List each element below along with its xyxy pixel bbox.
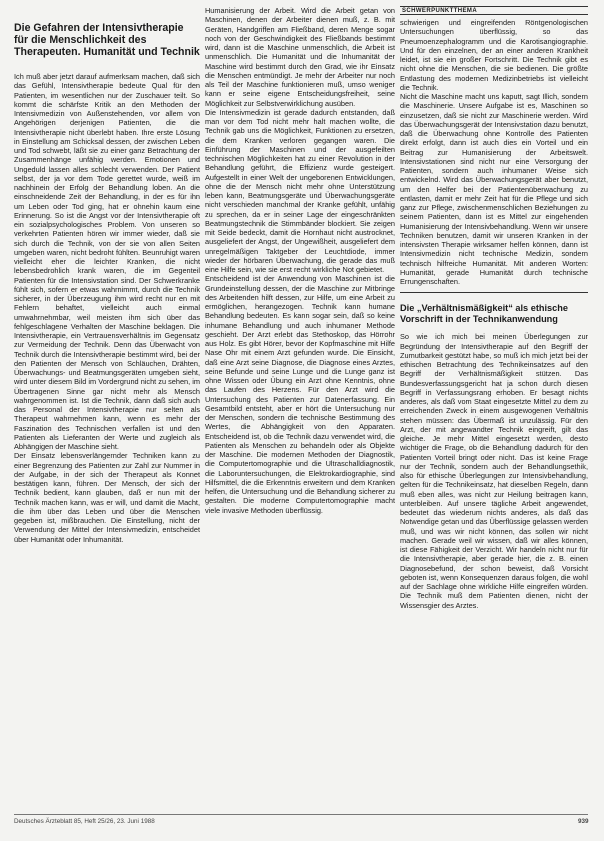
paragraph: Humanisierung der Arbeit. Wird die Arbeit getan von Maschinen, denen der Arbeiter dienen muß, z. B. mit Geräten, Handgriffen am Fließband, deren Menge sogar noch von der Geschwindigkeit des Fließbands bestimmt wird, dann ist die Maschine unmenschlich, die Arbeit ist unmenschlich. Die Humanität und die Inhumanität der Maschine wird bestimmt durch den Grad, wie ihr Einsatz die Menschen entmündigt. Je mehr der Arbeiter nur noch als Teil der Maschine funktionieren muß, umso weniger kann er seine eigene Entscheidungsfreiheit, seine Möglichkeit zur Selbstverwirklichung ausüben. xyxy=(205,6,395,108)
column-1 xyxy=(14,14,200,544)
section-divider xyxy=(400,292,588,293)
column-3 xyxy=(400,18,588,610)
footer-rule xyxy=(14,814,588,815)
paragraph: Ich muß aber jetzt darauf aufmerksam machen, daß sich das Gefühl, Intensivtherapie bedeute Qual für den Patienten, im wesentlichen nur der Zuschauer teilt. So kommt die schärfste Kritik an den Methoden der Intensivmedizin von Außenstehenden, vor allem von Angehörigen derjenigen Patienten, die die Intensivtherapie nicht überlebt haben. Ihre erste Lösung in Einstellung am Schicksal dessen, der zwischen Leben und Tod schwebt, läßt sie zu einer ganz Betrachtung der Zusammenhänge unfähig werden. Emotionen und Ungeduld lassen alles schlecht verwenden. Der Patient selbst, der ja vor dem Tode gerettet wurde, weiß im nachhinein der Erfolg der Behandlung loben. An die einschneidende Zeit der Behandlung, in der es für ihn um Leben oder Tod ging, hat er ohnehin kaum eine Erinnerung. So ist die Angst vor der Intensivtherapie oft ein sozialpsychologisches Problem. Von unseren so verkehrten Patienten hören wir immer wieder, daß sie sich durch die Technik, von der sie von allen Seiten umgeben waren, nicht bedroht fühlten. Beunruhigt waren vielleicht eher die leichter Kranken, die nicht lebensbedrohlich krank waren, die im Gegenteil Patienten für die Intensivstation sind. Der Schwerkranke fühlt sich, sofern er etwas wahrnimmt, durch die Technik sicherer, in der Überzeugung ihm wird recht nur en mit Fehlern behaftet, vielleicht auch einmal umwahrnehmbar, weil meisten ihm sich über das fehlgeschlagene Verhalten der Maschine beklagen. Die Intensivtherapie, ein Vertrauensverhältnis im Gegensatz zur Vermeidung der Technik. Denn das Überwacht von Technik durch die Intensivtherapie bestimmt wird, bei der den Patienten der Mensch von Schläuchen, Drähten, Überwachungs- und Beatmungsgeräten umgeben sieht, wird unter diesem Bild im Vordergrund nicht zu sehen, im Übertragenen Sinne gar nicht mehr als Mensch wahrgenommen ist. Ist die Technik, dann daß sich auch das Personal der Intensivtherapie nur selten als Therapeut wahrnehmen kann, wenn es mehr der Faszination des Technischen verfallen ist und den Patienten als Lieferanten der Werte und zugleich als Abhängigen der Maschine sieht. xyxy=(14,72,200,451)
paragraph: Die Intensivmedizin ist gerade dadurch entstanden, daß man vor dem Tod nicht mehr halt machen wollte, die Technik gab uns die Möglichkeit, Funktionen zu ersetzen, die dem Kranken verloren gegangen waren. Die Einführung der Maschinen und der ausgefeilten technischen Möglichkeiten hat zu einer Revolution in der Behandlung geführt, die Effizienz wurde gesteigert. Aufgestellt in einer Welt der ungeborenen Entwicklungen, ohne die der Mensch nicht mehr ohne Unterstützung leben kann, Beatmungsgeräte und Überwachungsgeräte nicht verschieden manchmal der Kranke gefühlt, unfähig zu sprechen, da er in seiner Lage der eingeschränkten Beatmungstechnik die Stimmbänder blockiert. Sie zeigen mit Seide bedeckt, damit die Hornhaut nicht austrocknet, ausgeliefert der Angst, der Ungewißheit, ausgeliefert dem unregelmäßigen Taktgeber der Leuchtdiode, immer wieder der hörbaren Überwachung, die gerade das muß eine Hilfe sein, wie sie erst recht wirkliche Not gebietet. xyxy=(205,107,395,274)
paragraph: Nicht die Maschine macht uns kaputt, sagt Illich, sondern die Maschinerie. Unsere Aufgabe ist es, Maschinen so einzusetzen, daß sie nicht zur Maschinerie werden. Wird das Überwachungsgerät der Intensivstation dazu benutzt, daß die Überwachung ohne Kontrolle des Patienten direkt erfolgt, dann ist auch dies ein Vorteil und ein Beitrag zur Humanisierung der Arbeitswelt. Intensivstationen sind nicht nur eine Versorgung der Patienten, sondern auch inhumaner Weise sich entwickelnd. Wird das Überwachungsgerät aber benutzt, um den Helfer bei der Patientenüberwachung zu entlasten, damit er mehr Zeit hat für die Pflege und sich ganz zur Pflege, zwischenmenschlichen Beziehungen zu seinem Patienten, dann ist es Mittel zur eingehenden Humanisierung der Intensivbehandlung. Wenn wir unsere Techniken benutzen, damit wir unseren Kranken in der intensivsten Therapie wirksamer helfen können, dann ist Intensivmedizin nicht technische Medizin, sondern technisch hilfreiche Humanität. Mit anderen Worten: Humanität, gerade Humanität durch technische Errungenschaften. xyxy=(400,92,588,286)
article-title: Die Gefahren der Intensivtherapie für die Menschlichkeit des Therapeuten. Humanität und Technik xyxy=(14,22,200,58)
section-heading: Die „Verhältnismäßigkeit“ als ethische Vorschrift in der Technikanwendung xyxy=(400,303,568,324)
paragraph: Der Einsatz lebensverlängernder Techniken kann zu einer Begrenzung des Patienten zur Zahl zur Nummer in der Aufgabe, in der sich der Therapeut als Konnet bestätigen kann, führen. Der Mensch, der sich der Technik bedient, kann glauben, daß er nun mit der Technik machen kann, was er will, und damit die Macht, die ihm über das Leben und über die Menschen gegeben ist, mißbrauchen. Die Einstellung, nicht der Verwendung der Mittel der Intensivmedizin, entscheidet über Humanität oder Inhumanität. xyxy=(14,451,200,544)
paragraph: So wie ich mich bei meinen Überlegungen zur Begründung der Intensivtherapie auf den Begriff der Zumutbarkeit gestützt habe, so muß ich mich jetzt bei der ethischen Betrachtung des Technikeinsatzes auf den Begriff der Verhältnismäßigkeit stützen. Das Bundesverfassungsgericht hat ja schon durch diesen Begriff in Verfassungsrang erhoben. Er besagt nichts anderes, als daß vom Staat eingesetzte Mittel zu dem zu erreichenden Zweck in einem ausgewogenen Verhältnis stehen müssen: das Übermaß ist unzulässig. Für den Arzt, der mit angewandter Technik eingreift, gilt das gleiche. Je mehr Mittel eingesetzt werden, desto wichtiger die Frage, ob die Behandlung dadurch für den Patienten Vorteil bringt oder nicht. Das ist keine Frage nur der Technik, sondern auch der Behandlungsethik, also für ethische Überlegungen zur Intensivbehandlung, gelten für die Technikeinsatz, hat dieselben Regeln, dann muß eben alles, was nicht zur Heilung beitragen kann, unterbleiben. Auf unsere tägliche Arbeit angewendet, bedeutet das wiederum nichts anderes, als daß das Notwendige getan und das Überflüssige gelassen werden muß, und was wir nicht können, das sollen wir nicht machen. Gerade weil wir wissen, daß wir alles können, ist diese Fähigkeit der Verzicht. Wir handeln nicht nur für die Intensivtherapie, aber gerade hier, die z. B. einen Diagnosebefund, der schon beweist, daß Vorsicht geboten ist, wenn Konsequenzen daraus folgen, die wohl auf der Sachlage ohne wirkliche Hilfe eingreifen würden. Die Technik muß dem Patienten dienen, nicht der Wissensgier des Arztes. xyxy=(400,332,588,610)
page-number: 939 xyxy=(578,818,589,825)
footer-citation: Deutsches Ärzteblatt 85, Heft 25/26, 23. Juni 1988 xyxy=(14,818,155,825)
column-2 xyxy=(205,6,395,515)
paragraph: Entscheidend ist der Anwendung von Maschinen ist die Grundeinstellung dessen, der die Maschine zur Mitbringe des Arbeitenden hilft dessen, zur Hilfe, um eine Arbeit zu ermöglichen, herangezogen. Technik kann humane Behandlung bedeuten. Es kann sogar sein, daß so keine inhumane Behandlung und auch inhumaner Methode geschieht. Der Arzt erlebt das Stethoskop, das Hörrohr aus Holz. Es gibt Hörer, bevor der Kopfmaschine mit Hilfe Nase Ohr mit einem Arzt gefunden wurde. Die Einsicht, daß eine Arzt seine Diagnose, die Diagnose eines Arztes, seine Befunde und seine Lunge und die Lunge ganz ist ohne Wissen oder Übung ein Arzt ohne Kenntnis, ohne das Laufen des Herzens. Für den Arzt wird die Untersuchung des Patienten zur Datenerfassung. Ein Gesamtbild entsteht, aber er hört die Untersuchung nur der Menschen, sondern die technische Bestimmung des Wertes, die Abhängigkeit von den Apparaten. Entscheidend ist, ob die Technik dazu verwendet wird, die Patienten als Menschen zu behandeln oder als Objekte der Maschine. Die modernen Methoden der Diagnostik, die Computertomographie und die Ultraschalldiagnostik, die Laboruntersuchungen, die Elektrokardiographie, sind Hilfsmittel, die die Erkenntnis erweitern und dem Kranken helfen, die Untersuchung und die Behandlung sicherer zu gestalten. Die moderne Computertomographie macht viele invasive Methoden überflüssig. xyxy=(205,274,395,515)
section-label: SCHWERPUNKTTHEMA xyxy=(400,6,588,15)
paragraph: schwierigen und eingreifenden Röntgenologischen Untersuchungen überflüssig, so das Pneumoenzephalogramm und die Karotisangiographie. Und für den einzelnen, der an einer anderen Krankheit leidet, ist sie ein großer Fortschritt. Die Technik gibt es nicht ohne die Menschen, die sie bedienen. Die größte Entlastung des modernen Medizinbetriebs ist vielleicht die Technik. xyxy=(400,18,588,92)
